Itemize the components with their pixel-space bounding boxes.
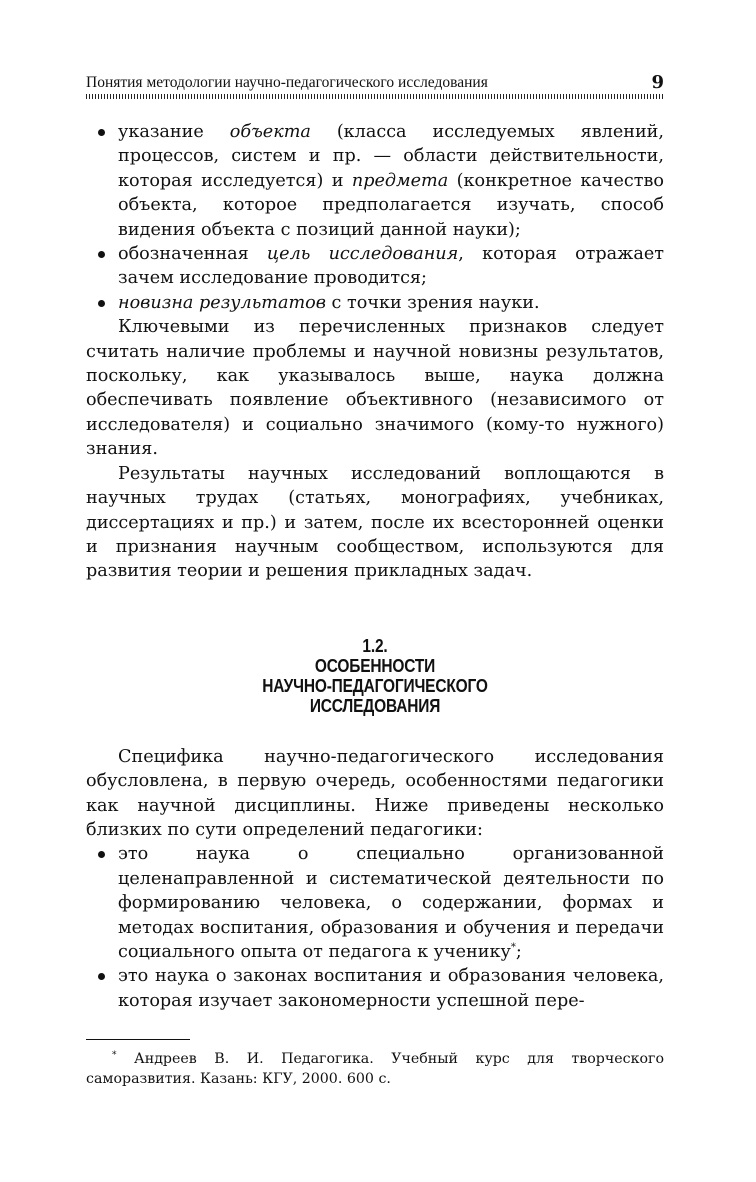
footnote-text: Андреев В. И. Педагогика. Учебный курс для творческого саморазвития. Казань: КГУ, 2000. 600 с. (86, 1051, 664, 1088)
bullet-icon (98, 251, 105, 258)
body-text-bottom (86, 745, 664, 1013)
list-item (86, 291, 664, 315)
footnote-marker[interactable]: * (510, 942, 516, 954)
list-item (86, 964, 664, 1013)
section-number: 1.2. (362, 635, 388, 656)
paragraph: Результаты научных исследований воплощаются в научных трудах (статьях, монографиях, учебниках, диссертациях и пр.) и затем, после их всесторонней оценки и признания научным сообществом, используются для развития теории и решения прикладных задач. (86, 463, 664, 582)
italic-term: цель исследования (266, 244, 459, 265)
text-run: (конкретное качество объекта, которое предполагается изучать, способ видения объекта с позиций данной науки); (118, 170, 664, 240)
list-item (86, 120, 664, 242)
footnote-marker: * (112, 1050, 117, 1061)
section-title-line: НАУЧНО-ПЕДАГОГИЧЕСКОГО (262, 675, 488, 696)
header-rule (86, 94, 664, 99)
text-run: это наука о законах воспитания и образования человека, которая изучает закономерности успешной пере- (118, 966, 664, 1011)
text-run: (класса исследуемых явлений, процессов, систем и пр. — области действительности, которая исследуется) и (118, 122, 665, 191)
bullet-icon (98, 129, 105, 136)
footnote-rule (86, 1039, 190, 1040)
bullet-icon (98, 300, 105, 307)
footnote (86, 1049, 664, 1089)
criteria-list (86, 120, 664, 315)
text-run: ; (515, 941, 522, 962)
section-title-line: ИССЛЕДОВАНИЯ (309, 695, 441, 716)
bullet-icon (98, 851, 105, 858)
book-page (86, 72, 664, 1089)
text-run: указание (118, 122, 230, 142)
section-title-line: ОСОБЕННОСТИ (314, 655, 436, 676)
body-text-top (86, 120, 664, 584)
text-run: это наука о специально организованной целенаправленной и систематической деятельности по формированию человека, о содержании, формах и методах воспитания, образования и обучения и передачи социального опыта от педагога к ученику (118, 844, 664, 962)
text-run: , которая отражает зачем исследование проводится; (118, 244, 664, 289)
text-run: с точки зрения науки. (325, 292, 540, 313)
italic-term: предмета (351, 170, 449, 191)
paragraph: Ключевыми из перечисленных признаков следует считать наличие проблемы и научной новизны результатов, поскольку, как указывалось выше, наука должна обеспечивать появление объективного (независимого от исследователя) и социально значимого (кому-то нужного) знания. (86, 317, 664, 460)
section-heading (86, 636, 664, 716)
list-item (86, 842, 664, 964)
italic-term: новизна результатов (118, 292, 326, 313)
italic-term: объекта (229, 122, 311, 142)
paragraph: Специфика научно-педагогического исследования обусловлена, в первую очередь, особенностями педагогики как научной дисциплины. Ниже приведены несколько близких по сути определений педагогики: (86, 746, 664, 840)
list-item (86, 242, 664, 291)
page-number: 9 (651, 72, 664, 93)
running-header (86, 72, 664, 92)
bullet-icon (98, 973, 105, 980)
definitions-list (86, 842, 664, 1013)
running-title: Понятия методологии научно-педагогического исследования (86, 74, 488, 91)
text-run: обозначенная (118, 244, 267, 265)
